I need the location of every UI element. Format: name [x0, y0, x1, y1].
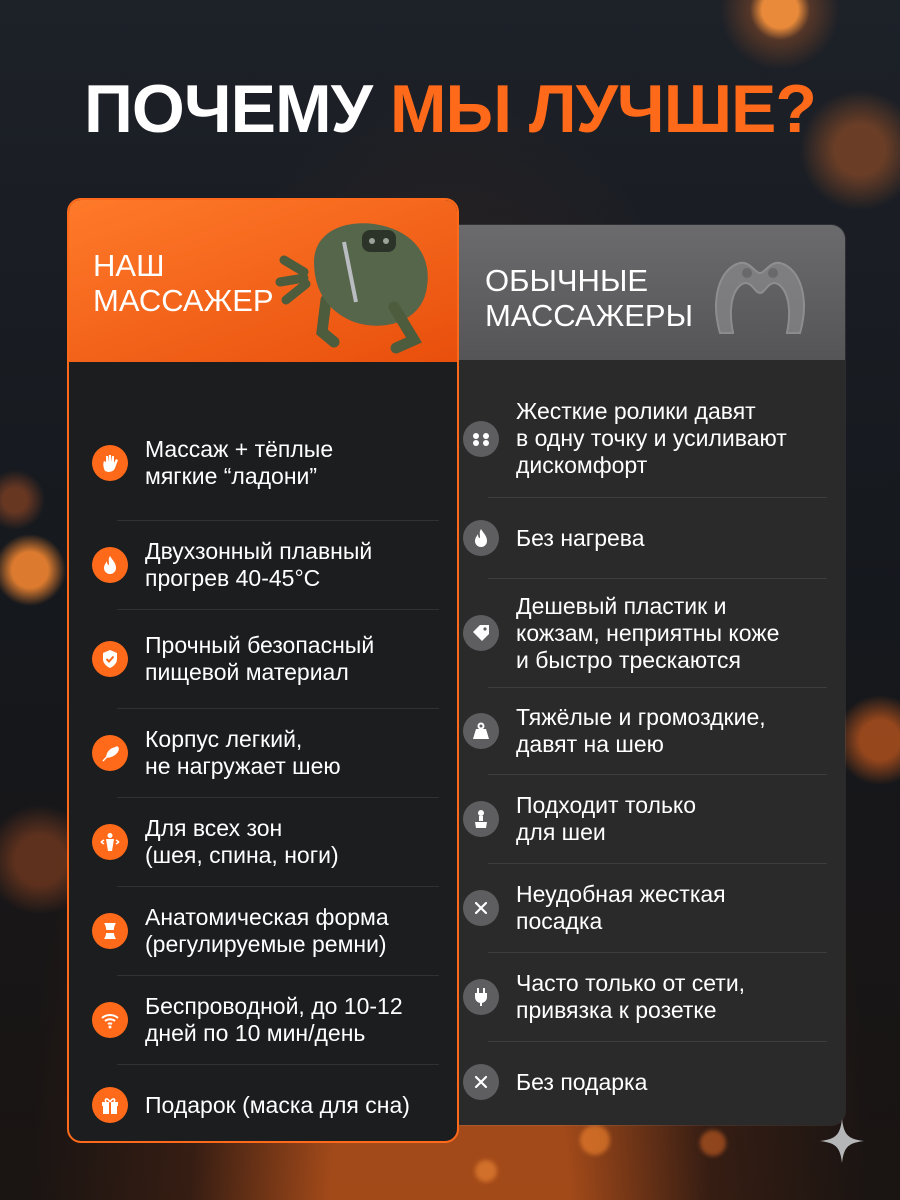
- item-text: Подарок (маска для сна): [145, 1091, 410, 1118]
- belt-icon: [92, 913, 128, 949]
- item-text: Без нагрева: [516, 524, 645, 551]
- rollers-icon: [463, 421, 499, 457]
- list-item: [117, 405, 439, 521]
- list-item: [488, 864, 827, 953]
- plug-icon: [463, 979, 499, 1015]
- gift-icon: [92, 1087, 128, 1123]
- list-item: [117, 887, 439, 976]
- our-product-heading: НАШ МАССАЖЕР: [93, 248, 274, 318]
- item-text: Подходит только для шеи: [516, 792, 697, 845]
- weight-icon: [463, 713, 499, 749]
- title-accent: МЫ ЛУЧШЕ?: [389, 71, 816, 147]
- list-item: [488, 775, 827, 864]
- item-text: Анатомическая форма (регулируемые ремни): [145, 904, 389, 957]
- list-item: [117, 976, 439, 1065]
- item-text: Двухзонный плавный прогрев 40-45°C: [145, 538, 373, 591]
- list-item: [117, 709, 439, 798]
- flame-icon: [463, 520, 499, 556]
- our-product-card-header: [69, 200, 457, 362]
- tag-icon: [463, 615, 499, 651]
- list-item: [117, 1065, 439, 1143]
- neck-icon: [463, 801, 499, 837]
- body-icon: [92, 824, 128, 860]
- competitors-heading: ОБЫЧНЫЕ МАССАЖЕРЫ: [485, 263, 694, 333]
- competitors-card-header: [440, 225, 845, 360]
- list-item: [117, 798, 439, 887]
- list-item: [488, 688, 827, 775]
- list-item: [117, 521, 439, 610]
- flame-icon: [92, 547, 128, 583]
- cross-icon: [463, 1064, 499, 1100]
- list-item: [488, 953, 827, 1042]
- palm-icon: [92, 445, 128, 481]
- list-item: [488, 498, 827, 579]
- bokeh-light: [580, 1125, 610, 1155]
- item-text: Корпус легкий, не нагружает шею: [145, 726, 341, 779]
- feather-icon: [92, 735, 128, 771]
- item-text: Прочный безопасный пищевой материал: [145, 632, 375, 685]
- item-text: Для всех зон (шея, спина, ноги): [145, 815, 339, 868]
- sparkle-icon: [818, 1117, 866, 1165]
- wifi-icon: [92, 1002, 128, 1038]
- list-item: [488, 579, 827, 688]
- competitors-card: [440, 225, 845, 1125]
- item-text: Часто только от сети, привязка к розетке: [516, 970, 746, 1023]
- item-text: Без подарка: [516, 1068, 648, 1095]
- bokeh-light: [475, 1160, 497, 1182]
- item-text: Дешевый пластик и кожзам, неприятны коже и быстро трескаются: [516, 592, 780, 673]
- item-text: Неудобная жесткая посадка: [516, 881, 726, 934]
- cross-icon: [463, 890, 499, 926]
- our-product-card: [67, 198, 459, 1143]
- item-text: Беспроводной, до 10-12 дней по 10 мин/день: [145, 993, 403, 1046]
- neck-massager-image: [705, 243, 815, 343]
- item-text: Тяжёлые и громоздкие, давят на шею: [516, 704, 766, 757]
- title-white: ПОЧЕМУ: [84, 71, 372, 147]
- page-title: [0, 70, 900, 148]
- bokeh-light: [700, 1130, 726, 1156]
- shield-check-icon: [92, 641, 128, 677]
- green-massager-image: [274, 212, 444, 357]
- list-item: [488, 1042, 827, 1122]
- list-item: [488, 380, 827, 498]
- item-text: Массаж + тёплые мягкие “ладони”: [145, 435, 334, 489]
- item-text: Жесткие ролики давят в одну точку и усиливают дискомфорт: [516, 398, 787, 478]
- list-item: [117, 610, 439, 709]
